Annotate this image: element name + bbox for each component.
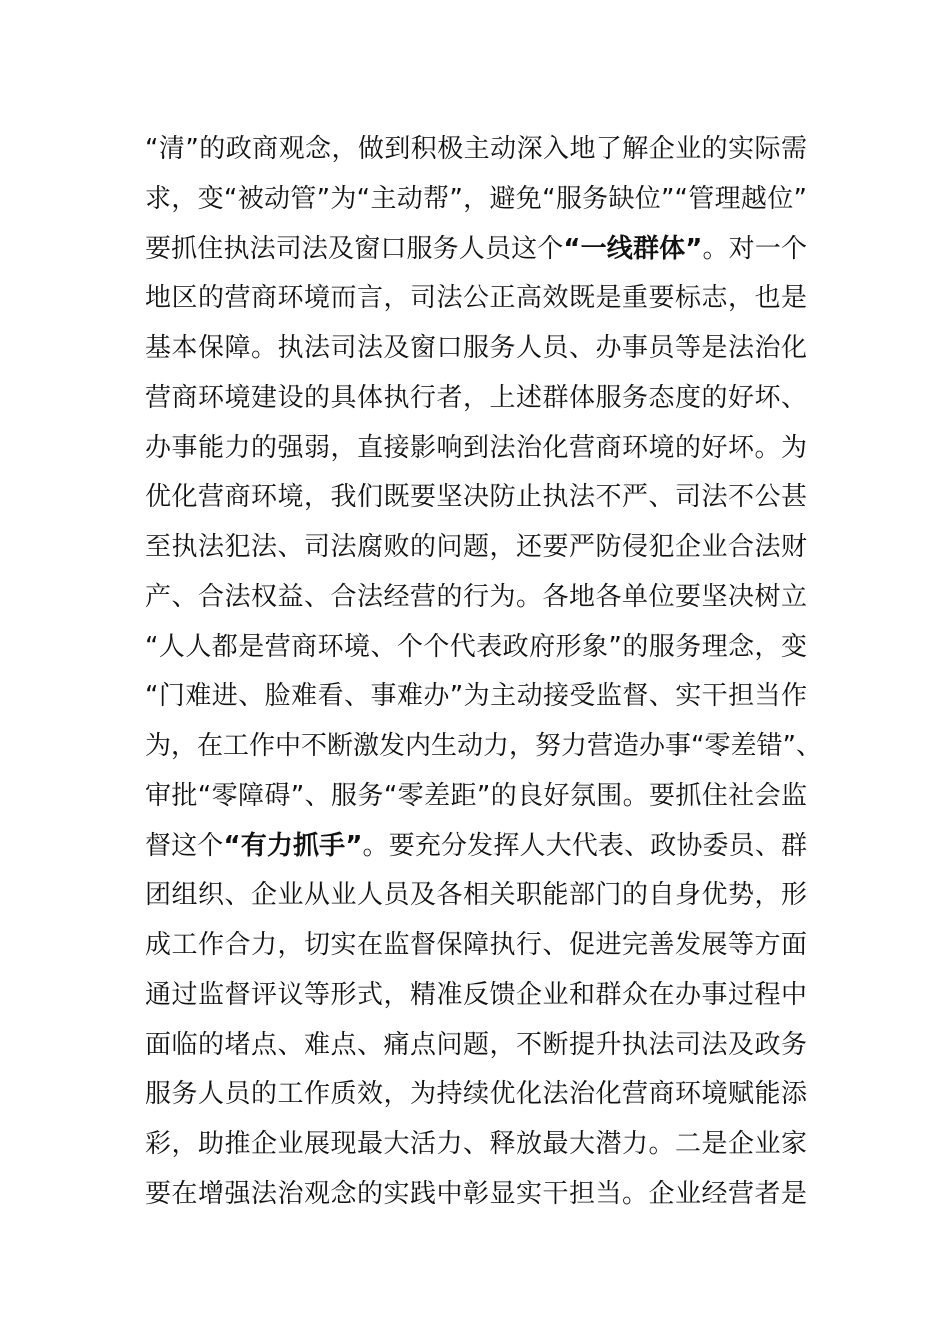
text-line: 产、合法权益、合法经营的行为。各地各单位要坚决树立 (145, 581, 807, 612)
text-segment: 要抓住执法司法及窗口服务人员这个 (145, 233, 564, 264)
text-line: 为，在工作中不断激发内生动力，努力营造办事“零差错”、 (145, 731, 822, 761)
text-line: 求，变“被动管”为“主动帮”，避免“服务缺位”“管理越位” (145, 183, 807, 214)
text-line: 办事能力的强弱，直接影响到法治化营商环境的好坏。为 (145, 432, 807, 463)
text-line: 通过监督评议等形式，精准反馈企业和群众在办事过程中 (145, 979, 807, 1010)
text-segment: 。对一个 (702, 233, 807, 264)
text-line: 基本保障。执法司法及窗口服务人员、办事员等是法治化 (145, 333, 807, 363)
text-line: 彩，助推企业展现最大活力、释放最大潜力。二是企业家 (145, 1129, 807, 1159)
text-segment: 。要充分发挥人大代表、政协委员、群 (362, 830, 807, 861)
text-line: 团组织、企业从业人员及各相关职能部门的自身优势，形 (145, 880, 807, 911)
text-line: “人人都是营商环境、个个代表政府形象”的服务理念，变 (145, 631, 807, 662)
text-line: 面临的堵点、难点、痛点问题，不断提升执法司法及政务 (145, 1029, 807, 1060)
bold-phrase: “一线群体” (563, 233, 703, 264)
text-line: 要在增强法治观念的实践中彰显实干担当。企业经营者是 (145, 1178, 807, 1209)
text-line (145, 822, 807, 872)
text-line (145, 225, 807, 275)
text-line: 地区的营商环境而言，司法公正高效既是重要标志，也是 (145, 283, 807, 314)
text-line: “门难进、脸难看、事难办”为主动接受监督、实干担当作 (145, 681, 807, 712)
text-line: 营商环境建设的具体执行者，上述群体服务态度的好坏、 (145, 382, 807, 413)
text-line: 至执法犯法、司法腐败的问题，还要严防侵犯企业合法财 (145, 532, 807, 562)
text-line: 审批“零障碍”、服务“零差距”的良好氛围。要抓住社会监 (145, 780, 807, 811)
text-segment: 督这个 (145, 830, 224, 861)
document-body (145, 125, 822, 1220)
text-line: 服务人员的工作质效，为持续优化法治化营商环境赋能添 (145, 1079, 807, 1110)
text-line: 成工作合力，切实在监督保障执行、促进完善发展等方面 (145, 930, 807, 960)
bold-phrase: “有力抓手” (223, 830, 363, 861)
text-line: “清”的政商观念，做到积极主动深入地了解企业的实际需 (145, 134, 807, 164)
text-line: 优化营商环境，我们既要坚决防止执法不严、司法不公甚 (145, 482, 807, 513)
